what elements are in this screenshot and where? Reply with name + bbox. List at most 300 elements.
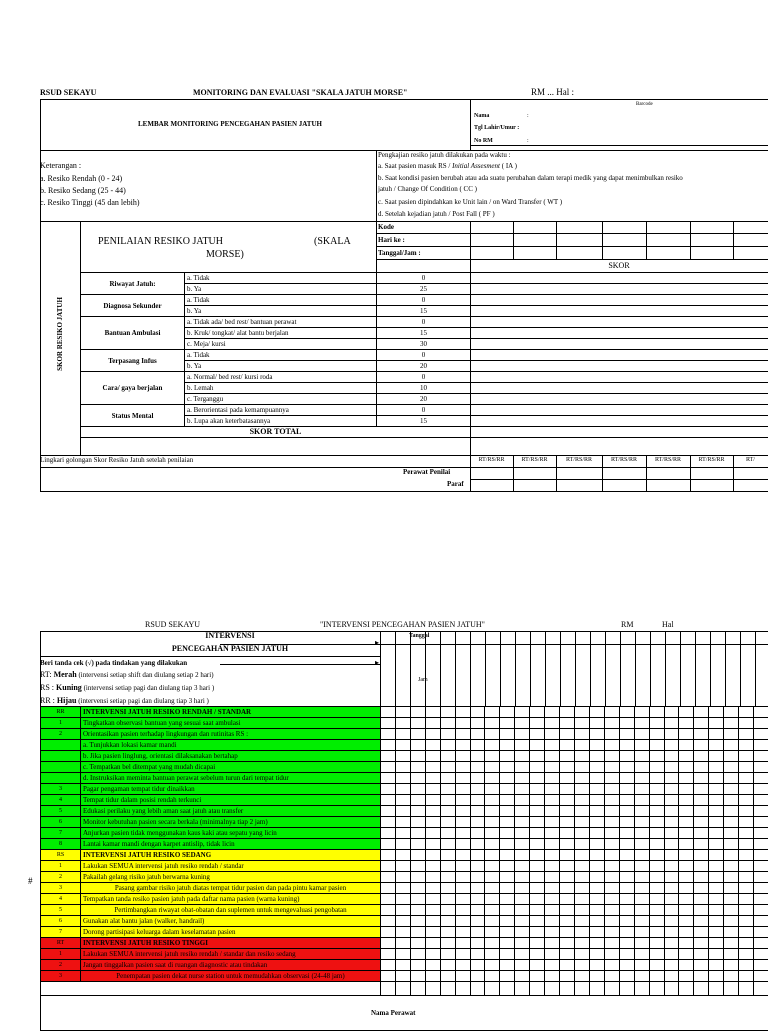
intervention-check-cell[interactable] xyxy=(515,839,530,850)
intervention-check-cell[interactable] xyxy=(515,872,530,883)
intervention-check-cell[interactable] xyxy=(425,938,440,949)
intervention-check-cell[interactable] xyxy=(425,773,440,784)
intervention-check-cell[interactable] xyxy=(455,751,470,762)
perawat-sign-cell[interactable] xyxy=(560,982,575,996)
intervention-check-cell[interactable] xyxy=(589,949,604,960)
intervention-check-cell[interactable] xyxy=(515,806,530,817)
intervention-check-cell[interactable] xyxy=(560,817,575,828)
intervention-check-cell[interactable] xyxy=(754,707,768,718)
intervention-check-cell[interactable] xyxy=(425,795,440,806)
intervention-check-cell[interactable] xyxy=(485,872,500,883)
intervention-check-cell[interactable] xyxy=(574,861,589,872)
perawat-sign-cell[interactable] xyxy=(754,982,768,996)
rt-rs-rr-option[interactable]: RT/RS/RR xyxy=(690,457,733,463)
intervention-check-cell[interactable] xyxy=(395,949,410,960)
intervention-check-cell[interactable] xyxy=(395,707,410,718)
intervention-check-cell[interactable] xyxy=(560,960,575,971)
intervention-check-cell[interactable] xyxy=(515,740,530,751)
intervention-check-cell[interactable] xyxy=(589,872,604,883)
intervention-check-cell[interactable] xyxy=(485,905,500,916)
intervention-check-cell[interactable] xyxy=(515,729,530,740)
intervention-check-cell[interactable] xyxy=(604,784,619,795)
intervention-check-cell[interactable] xyxy=(739,905,754,916)
intervention-check-cell[interactable] xyxy=(530,740,545,751)
intervention-check-cell[interactable] xyxy=(410,773,425,784)
intervention-check-cell[interactable] xyxy=(455,905,470,916)
intervention-check-cell[interactable] xyxy=(560,861,575,872)
score-entry-cell[interactable] xyxy=(471,317,768,328)
intervention-check-cell[interactable] xyxy=(500,949,515,960)
intervention-check-cell[interactable] xyxy=(634,916,649,927)
intervention-check-cell[interactable] xyxy=(560,971,575,982)
score-entry-cell[interactable] xyxy=(471,284,768,295)
perawat-sign-cell[interactable] xyxy=(694,982,709,996)
intervention-check-cell[interactable] xyxy=(679,828,694,839)
intervention-check-cell[interactable] xyxy=(634,861,649,872)
intervention-check-cell[interactable] xyxy=(619,795,634,806)
intervention-check-cell[interactable] xyxy=(649,960,664,971)
score-entry-cell[interactable] xyxy=(471,295,768,306)
intervention-check-cell[interactable] xyxy=(545,916,560,927)
intervention-check-cell[interactable] xyxy=(425,762,440,773)
intervention-check-cell[interactable] xyxy=(425,960,440,971)
intervention-check-cell[interactable] xyxy=(754,784,768,795)
intervention-check-cell[interactable] xyxy=(530,949,545,960)
intervention-check-cell[interactable] xyxy=(395,883,410,894)
intervention-check-cell[interactable] xyxy=(560,949,575,960)
intervention-check-cell[interactable] xyxy=(381,949,396,960)
intervention-check-cell[interactable] xyxy=(709,718,724,729)
intervention-check-cell[interactable] xyxy=(381,971,396,982)
intervention-check-cell[interactable] xyxy=(694,740,709,751)
rt-rs-rr-option[interactable]: RT/RS/RR xyxy=(470,457,513,463)
intervention-check-cell[interactable] xyxy=(649,971,664,982)
intervention-check-cell[interactable] xyxy=(410,971,425,982)
intervention-check-cell[interactable] xyxy=(485,927,500,938)
score-entry-cell[interactable] xyxy=(471,416,768,427)
intervention-check-cell[interactable] xyxy=(485,938,500,949)
intervention-check-cell[interactable] xyxy=(679,938,694,949)
intervention-check-cell[interactable] xyxy=(485,751,500,762)
intervention-check-cell[interactable] xyxy=(634,850,649,861)
intervention-check-cell[interactable] xyxy=(440,839,455,850)
intervention-check-cell[interactable] xyxy=(470,872,485,883)
intervention-check-cell[interactable] xyxy=(724,718,739,729)
intervention-check-cell[interactable] xyxy=(500,960,515,971)
intervention-check-cell[interactable] xyxy=(485,916,500,927)
intervention-check-cell[interactable] xyxy=(425,872,440,883)
intervention-check-cell[interactable] xyxy=(515,938,530,949)
intervention-check-cell[interactable] xyxy=(664,762,679,773)
rt-rs-rr-option[interactable]: RT/ xyxy=(733,457,768,463)
intervention-check-cell[interactable] xyxy=(455,927,470,938)
perawat-sign-cell[interactable] xyxy=(574,982,589,996)
intervention-check-cell[interactable] xyxy=(754,938,768,949)
intervention-check-cell[interactable] xyxy=(545,707,560,718)
intervention-check-cell[interactable] xyxy=(709,729,724,740)
rt-rs-rr-option[interactable]: RT/RS/RR xyxy=(646,457,690,463)
intervention-check-cell[interactable] xyxy=(440,971,455,982)
intervention-check-cell[interactable] xyxy=(694,828,709,839)
intervention-check-cell[interactable] xyxy=(425,861,440,872)
intervention-check-cell[interactable] xyxy=(739,773,754,784)
intervention-check-cell[interactable] xyxy=(709,773,724,784)
intervention-check-cell[interactable] xyxy=(709,916,724,927)
intervention-check-cell[interactable] xyxy=(589,817,604,828)
intervention-check-cell[interactable] xyxy=(679,795,694,806)
intervention-check-cell[interactable] xyxy=(604,894,619,905)
intervention-check-cell[interactable] xyxy=(604,806,619,817)
intervention-check-cell[interactable] xyxy=(470,850,485,861)
rt-rs-rr-option[interactable]: RT/RS/RR xyxy=(602,457,646,463)
intervention-check-cell[interactable] xyxy=(574,883,589,894)
intervention-check-cell[interactable] xyxy=(500,707,515,718)
intervention-check-cell[interactable] xyxy=(455,839,470,850)
intervention-check-cell[interactable] xyxy=(739,883,754,894)
intervention-check-cell[interactable] xyxy=(709,751,724,762)
intervention-check-cell[interactable] xyxy=(679,773,694,784)
intervention-check-cell[interactable] xyxy=(604,795,619,806)
intervention-check-cell[interactable] xyxy=(410,894,425,905)
intervention-check-cell[interactable] xyxy=(634,949,649,960)
intervention-check-cell[interactable] xyxy=(500,751,515,762)
intervention-check-cell[interactable] xyxy=(679,927,694,938)
intervention-check-cell[interactable] xyxy=(515,960,530,971)
intervention-check-cell[interactable] xyxy=(649,817,664,828)
intervention-check-cell[interactable] xyxy=(455,762,470,773)
intervention-check-cell[interactable] xyxy=(470,905,485,916)
intervention-check-cell[interactable] xyxy=(709,960,724,971)
intervention-check-cell[interactable] xyxy=(604,839,619,850)
intervention-check-cell[interactable] xyxy=(589,883,604,894)
perawat-sign-cell[interactable] xyxy=(381,982,396,996)
intervention-check-cell[interactable] xyxy=(634,751,649,762)
intervention-check-cell[interactable] xyxy=(440,894,455,905)
intervention-check-cell[interactable] xyxy=(425,751,440,762)
intervention-check-cell[interactable] xyxy=(709,894,724,905)
intervention-check-cell[interactable] xyxy=(649,861,664,872)
intervention-check-cell[interactable] xyxy=(500,718,515,729)
intervention-check-cell[interactable] xyxy=(395,806,410,817)
intervention-check-cell[interactable] xyxy=(589,861,604,872)
intervention-check-cell[interactable] xyxy=(754,828,768,839)
intervention-check-cell[interactable] xyxy=(679,905,694,916)
intervention-check-cell[interactable] xyxy=(500,839,515,850)
intervention-check-cell[interactable] xyxy=(754,839,768,850)
intervention-check-cell[interactable] xyxy=(455,795,470,806)
intervention-check-cell[interactable] xyxy=(664,839,679,850)
intervention-check-cell[interactable] xyxy=(410,762,425,773)
intervention-check-cell[interactable] xyxy=(739,795,754,806)
intervention-check-cell[interactable] xyxy=(381,927,396,938)
score-entry-cell[interactable] xyxy=(471,383,768,394)
intervention-check-cell[interactable] xyxy=(649,828,664,839)
intervention-check-cell[interactable] xyxy=(560,773,575,784)
perawat-sign-cell[interactable] xyxy=(709,982,724,996)
intervention-check-cell[interactable] xyxy=(560,938,575,949)
intervention-check-cell[interactable] xyxy=(589,806,604,817)
score-entry-cell[interactable] xyxy=(471,394,768,405)
intervention-check-cell[interactable] xyxy=(395,927,410,938)
intervention-check-cell[interactable] xyxy=(410,740,425,751)
intervention-check-cell[interactable] xyxy=(724,883,739,894)
intervention-check-cell[interactable] xyxy=(694,894,709,905)
intervention-check-cell[interactable] xyxy=(560,828,575,839)
intervention-check-cell[interactable] xyxy=(455,872,470,883)
intervention-check-cell[interactable] xyxy=(604,828,619,839)
intervention-check-cell[interactable] xyxy=(694,938,709,949)
intervention-check-cell[interactable] xyxy=(574,740,589,751)
intervention-check-cell[interactable] xyxy=(679,872,694,883)
intervention-check-cell[interactable] xyxy=(694,806,709,817)
intervention-check-cell[interactable] xyxy=(485,960,500,971)
intervention-check-cell[interactable] xyxy=(664,718,679,729)
intervention-check-cell[interactable] xyxy=(545,806,560,817)
intervention-check-cell[interactable] xyxy=(515,916,530,927)
intervention-check-cell[interactable] xyxy=(619,861,634,872)
intervention-check-cell[interactable] xyxy=(604,729,619,740)
intervention-check-cell[interactable] xyxy=(574,729,589,740)
intervention-check-cell[interactable] xyxy=(634,971,649,982)
intervention-check-cell[interactable] xyxy=(604,927,619,938)
intervention-check-cell[interactable] xyxy=(545,795,560,806)
intervention-check-cell[interactable] xyxy=(604,751,619,762)
intervention-check-cell[interactable] xyxy=(724,927,739,938)
intervention-check-cell[interactable] xyxy=(679,883,694,894)
intervention-check-cell[interactable] xyxy=(664,938,679,949)
intervention-check-cell[interactable] xyxy=(574,718,589,729)
intervention-check-cell[interactable] xyxy=(515,751,530,762)
intervention-check-cell[interactable] xyxy=(425,883,440,894)
intervention-check-cell[interactable] xyxy=(739,718,754,729)
intervention-check-cell[interactable] xyxy=(515,718,530,729)
intervention-check-cell[interactable] xyxy=(709,828,724,839)
intervention-check-cell[interactable] xyxy=(500,850,515,861)
intervention-check-cell[interactable] xyxy=(545,817,560,828)
intervention-check-cell[interactable] xyxy=(440,828,455,839)
intervention-check-cell[interactable] xyxy=(530,773,545,784)
intervention-check-cell[interactable] xyxy=(410,707,425,718)
intervention-check-cell[interactable] xyxy=(574,817,589,828)
intervention-check-cell[interactable] xyxy=(425,740,440,751)
intervention-check-cell[interactable] xyxy=(485,861,500,872)
intervention-check-cell[interactable] xyxy=(724,784,739,795)
intervention-check-cell[interactable] xyxy=(754,883,768,894)
intervention-check-cell[interactable] xyxy=(679,740,694,751)
perawat-sign-cell[interactable] xyxy=(634,982,649,996)
intervention-check-cell[interactable] xyxy=(485,828,500,839)
intervention-check-cell[interactable] xyxy=(410,916,425,927)
intervention-check-cell[interactable] xyxy=(455,806,470,817)
intervention-check-cell[interactable] xyxy=(440,850,455,861)
perawat-sign-cell[interactable] xyxy=(619,982,634,996)
intervention-check-cell[interactable] xyxy=(649,949,664,960)
intervention-check-cell[interactable] xyxy=(679,971,694,982)
intervention-check-cell[interactable] xyxy=(619,916,634,927)
intervention-check-cell[interactable] xyxy=(724,707,739,718)
intervention-check-cell[interactable] xyxy=(381,718,396,729)
intervention-check-cell[interactable] xyxy=(619,905,634,916)
intervention-check-cell[interactable] xyxy=(664,971,679,982)
intervention-check-cell[interactable] xyxy=(694,960,709,971)
intervention-check-cell[interactable] xyxy=(545,828,560,839)
intervention-check-cell[interactable] xyxy=(515,949,530,960)
intervention-check-cell[interactable] xyxy=(724,872,739,883)
intervention-check-cell[interactable] xyxy=(530,795,545,806)
intervention-check-cell[interactable] xyxy=(425,916,440,927)
intervention-check-cell[interactable] xyxy=(739,762,754,773)
intervention-check-cell[interactable] xyxy=(649,850,664,861)
intervention-check-cell[interactable] xyxy=(604,971,619,982)
intervention-check-cell[interactable] xyxy=(709,861,724,872)
intervention-check-cell[interactable] xyxy=(395,773,410,784)
intervention-check-cell[interactable] xyxy=(634,729,649,740)
intervention-check-cell[interactable] xyxy=(754,894,768,905)
intervention-check-cell[interactable] xyxy=(515,905,530,916)
intervention-check-cell[interactable] xyxy=(739,971,754,982)
intervention-check-cell[interactable] xyxy=(560,751,575,762)
intervention-check-cell[interactable] xyxy=(664,707,679,718)
perawat-sign-cell[interactable] xyxy=(530,982,545,996)
intervention-check-cell[interactable] xyxy=(724,795,739,806)
intervention-check-cell[interactable] xyxy=(485,707,500,718)
intervention-check-cell[interactable] xyxy=(574,795,589,806)
intervention-check-cell[interactable] xyxy=(500,927,515,938)
intervention-check-cell[interactable] xyxy=(694,839,709,850)
intervention-check-cell[interactable] xyxy=(649,729,664,740)
intervention-check-cell[interactable] xyxy=(515,883,530,894)
intervention-check-cell[interactable] xyxy=(694,718,709,729)
intervention-check-cell[interactable] xyxy=(530,916,545,927)
intervention-check-cell[interactable] xyxy=(694,707,709,718)
intervention-check-cell[interactable] xyxy=(410,938,425,949)
intervention-check-cell[interactable] xyxy=(470,916,485,927)
intervention-check-cell[interactable] xyxy=(634,938,649,949)
intervention-check-cell[interactable] xyxy=(395,751,410,762)
intervention-check-cell[interactable] xyxy=(470,861,485,872)
intervention-check-cell[interactable] xyxy=(574,762,589,773)
intervention-check-cell[interactable] xyxy=(649,905,664,916)
intervention-check-cell[interactable] xyxy=(634,718,649,729)
intervention-check-cell[interactable] xyxy=(560,762,575,773)
intervention-check-cell[interactable] xyxy=(589,971,604,982)
intervention-check-cell[interactable] xyxy=(739,872,754,883)
intervention-check-cell[interactable] xyxy=(470,740,485,751)
intervention-check-cell[interactable] xyxy=(724,905,739,916)
intervention-check-cell[interactable] xyxy=(381,795,396,806)
intervention-check-cell[interactable] xyxy=(381,817,396,828)
intervention-check-cell[interactable] xyxy=(455,718,470,729)
intervention-check-cell[interactable] xyxy=(739,839,754,850)
intervention-check-cell[interactable] xyxy=(619,751,634,762)
intervention-check-cell[interactable] xyxy=(619,773,634,784)
intervention-check-cell[interactable] xyxy=(634,894,649,905)
intervention-check-cell[interactable] xyxy=(440,806,455,817)
intervention-check-cell[interactable] xyxy=(739,927,754,938)
intervention-check-cell[interactable] xyxy=(440,960,455,971)
intervention-check-cell[interactable] xyxy=(694,949,709,960)
intervention-check-cell[interactable] xyxy=(530,817,545,828)
intervention-check-cell[interactable] xyxy=(545,971,560,982)
intervention-check-cell[interactable] xyxy=(530,784,545,795)
intervention-check-cell[interactable] xyxy=(664,817,679,828)
intervention-check-cell[interactable] xyxy=(381,773,396,784)
intervention-check-cell[interactable] xyxy=(410,927,425,938)
intervention-check-cell[interactable] xyxy=(455,773,470,784)
intervention-check-cell[interactable] xyxy=(395,839,410,850)
intervention-check-cell[interactable] xyxy=(604,718,619,729)
intervention-check-cell[interactable] xyxy=(664,806,679,817)
intervention-check-cell[interactable] xyxy=(604,905,619,916)
intervention-check-cell[interactable] xyxy=(395,916,410,927)
intervention-check-cell[interactable] xyxy=(470,938,485,949)
perawat-sign-cell[interactable] xyxy=(739,982,754,996)
intervention-check-cell[interactable] xyxy=(455,883,470,894)
intervention-check-cell[interactable] xyxy=(754,773,768,784)
intervention-check-cell[interactable] xyxy=(470,784,485,795)
intervention-check-cell[interactable] xyxy=(649,773,664,784)
intervention-check-cell[interactable] xyxy=(410,905,425,916)
intervention-check-cell[interactable] xyxy=(485,762,500,773)
intervention-check-cell[interactable] xyxy=(694,762,709,773)
intervention-check-cell[interactable] xyxy=(440,751,455,762)
intervention-check-cell[interactable] xyxy=(500,894,515,905)
intervention-check-cell[interactable] xyxy=(739,740,754,751)
intervention-check-cell[interactable] xyxy=(425,817,440,828)
intervention-check-cell[interactable] xyxy=(545,938,560,949)
intervention-check-cell[interactable] xyxy=(589,795,604,806)
intervention-check-cell[interactable] xyxy=(739,751,754,762)
intervention-check-cell[interactable] xyxy=(470,707,485,718)
intervention-check-cell[interactable] xyxy=(410,872,425,883)
intervention-check-cell[interactable] xyxy=(425,729,440,740)
intervention-check-cell[interactable] xyxy=(530,960,545,971)
intervention-check-cell[interactable] xyxy=(694,784,709,795)
intervention-check-cell[interactable] xyxy=(739,938,754,949)
intervention-check-cell[interactable] xyxy=(664,828,679,839)
intervention-check-cell[interactable] xyxy=(604,960,619,971)
intervention-check-cell[interactable] xyxy=(604,762,619,773)
intervention-check-cell[interactable] xyxy=(560,850,575,861)
intervention-check-cell[interactable] xyxy=(604,916,619,927)
intervention-check-cell[interactable] xyxy=(560,883,575,894)
intervention-check-cell[interactable] xyxy=(634,960,649,971)
intervention-check-cell[interactable] xyxy=(545,850,560,861)
intervention-check-cell[interactable] xyxy=(634,740,649,751)
intervention-check-cell[interactable] xyxy=(395,817,410,828)
perawat-sign-cell[interactable] xyxy=(589,982,604,996)
intervention-check-cell[interactable] xyxy=(485,839,500,850)
intervention-check-cell[interactable] xyxy=(410,861,425,872)
intervention-check-cell[interactable] xyxy=(574,828,589,839)
intervention-check-cell[interactable] xyxy=(679,839,694,850)
intervention-check-cell[interactable] xyxy=(395,718,410,729)
perawat-sign-cell[interactable] xyxy=(679,982,694,996)
intervention-check-cell[interactable] xyxy=(545,729,560,740)
intervention-check-cell[interactable] xyxy=(754,762,768,773)
intervention-check-cell[interactable] xyxy=(709,850,724,861)
intervention-check-cell[interactable] xyxy=(619,806,634,817)
intervention-check-cell[interactable] xyxy=(724,861,739,872)
intervention-check-cell[interactable] xyxy=(500,740,515,751)
intervention-check-cell[interactable] xyxy=(381,740,396,751)
intervention-check-cell[interactable] xyxy=(395,784,410,795)
intervention-check-cell[interactable] xyxy=(574,784,589,795)
intervention-check-cell[interactable] xyxy=(530,938,545,949)
intervention-check-cell[interactable] xyxy=(634,839,649,850)
intervention-check-cell[interactable] xyxy=(709,927,724,938)
intervention-check-cell[interactable] xyxy=(455,707,470,718)
